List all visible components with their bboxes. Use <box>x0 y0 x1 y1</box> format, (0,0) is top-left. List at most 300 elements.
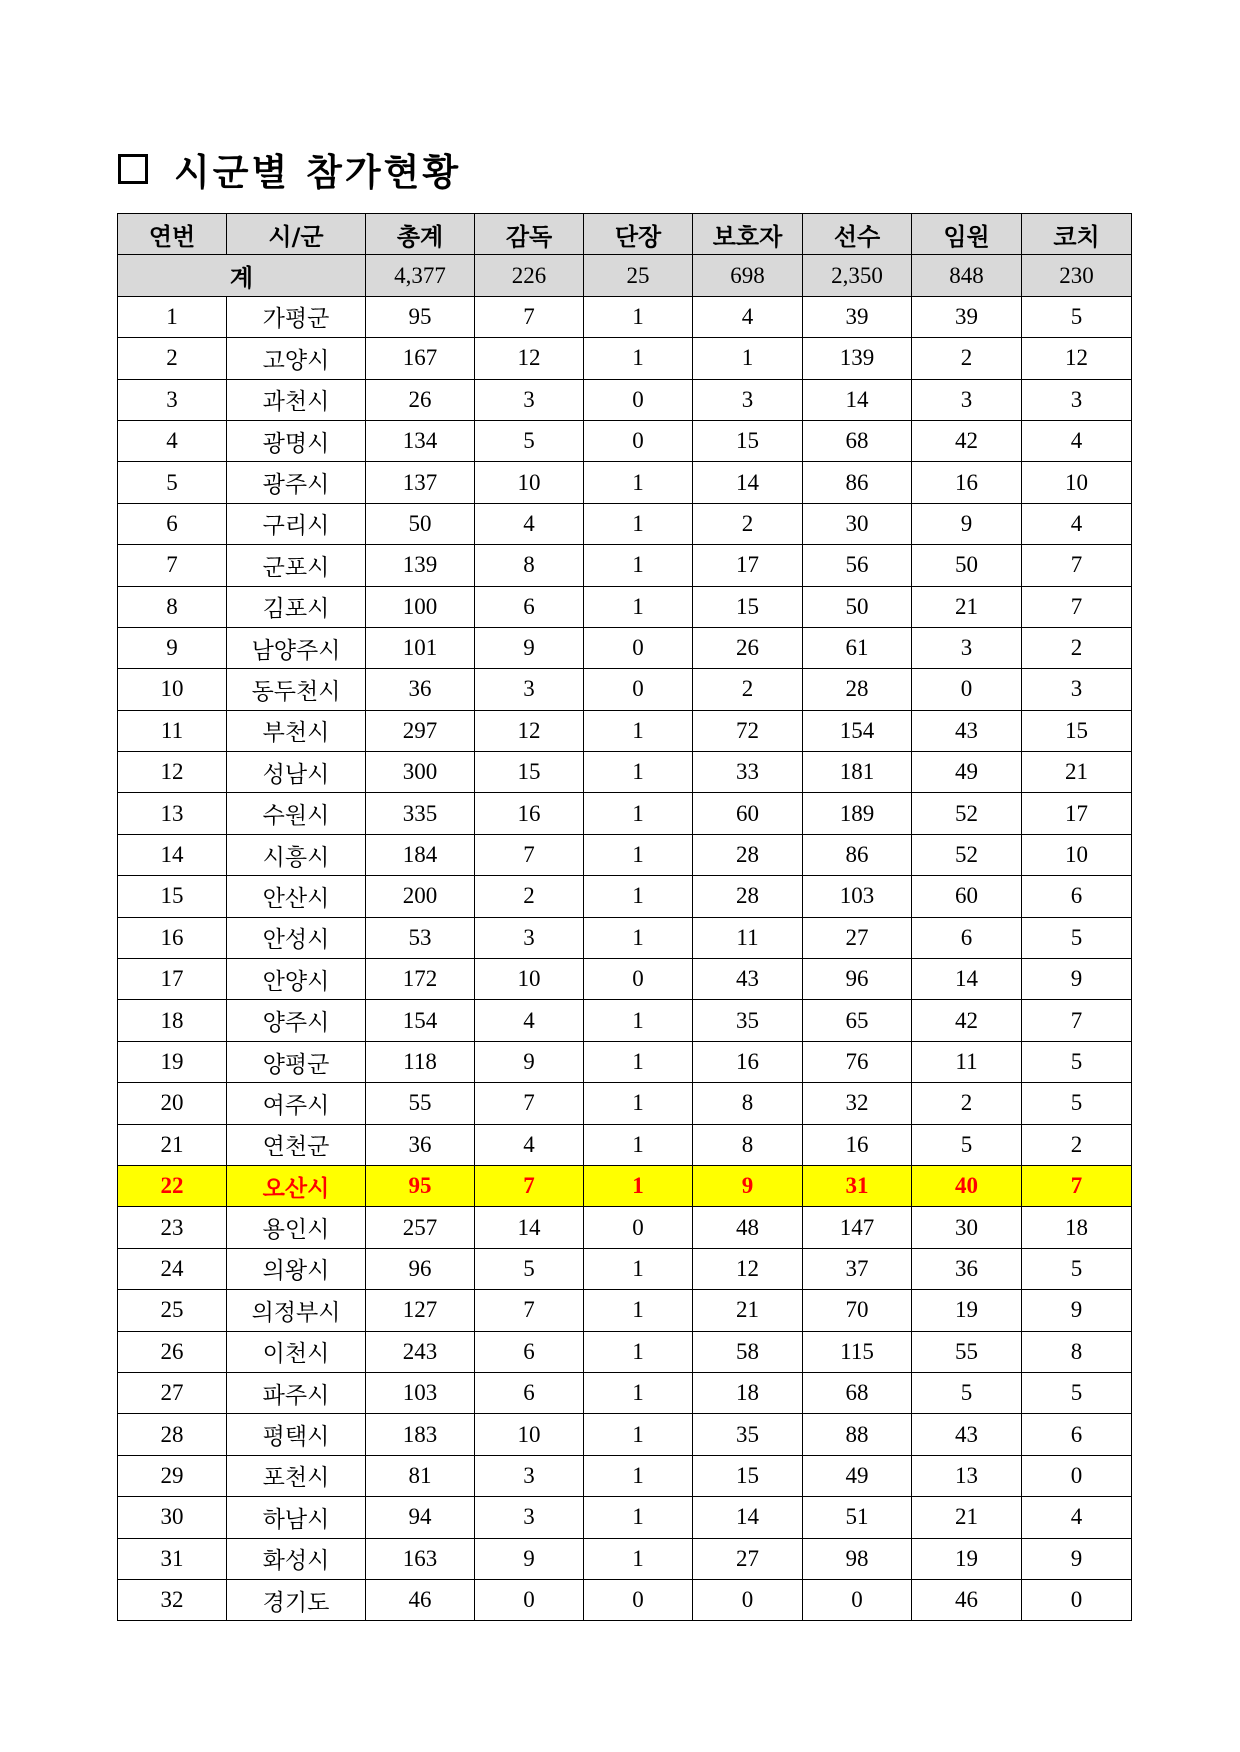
value-cell: 3 <box>475 917 584 958</box>
city-cell: 남양주시 <box>227 627 366 668</box>
value-cell: 86 <box>803 462 912 503</box>
row-number-cell: 3 <box>118 379 227 420</box>
table-row <box>118 1455 1132 1496</box>
value-cell: 68 <box>803 1372 912 1413</box>
city-cell: 가평군 <box>227 296 366 337</box>
value-cell: 3 <box>1022 379 1132 420</box>
value-cell: 32 <box>803 1083 912 1124</box>
value-cell: 12 <box>475 338 584 379</box>
value-cell: 43 <box>693 959 803 1000</box>
table-row <box>118 752 1132 793</box>
value-cell: 2 <box>912 1083 1022 1124</box>
value-cell: 19 <box>912 1538 1022 1579</box>
header-cell: 시/군 <box>227 214 366 255</box>
value-cell: 76 <box>803 1041 912 1082</box>
value-cell: 5 <box>1022 1372 1132 1413</box>
value-cell: 14 <box>693 462 803 503</box>
city-cell: 파주시 <box>227 1372 366 1413</box>
value-cell: 6 <box>1022 876 1132 917</box>
value-cell: 9 <box>1022 1538 1132 1579</box>
value-cell: 257 <box>366 1207 475 1248</box>
value-cell: 36 <box>366 669 475 710</box>
value-cell: 9 <box>475 627 584 668</box>
table-row <box>118 296 1132 337</box>
row-number-cell: 29 <box>118 1455 227 1496</box>
value-cell: 0 <box>803 1579 912 1620</box>
city-cell: 안산시 <box>227 876 366 917</box>
value-cell: 1 <box>584 1083 693 1124</box>
value-cell: 0 <box>584 1207 693 1248</box>
city-cell: 군포시 <box>227 545 366 586</box>
value-cell: 27 <box>693 1538 803 1579</box>
table-row <box>118 1083 1132 1124</box>
value-cell: 1 <box>584 1041 693 1082</box>
value-cell: 33 <box>693 752 803 793</box>
value-cell: 96 <box>366 1248 475 1289</box>
total-cell: 848 <box>912 255 1022 296</box>
city-cell: 안성시 <box>227 917 366 958</box>
city-cell: 성남시 <box>227 752 366 793</box>
city-cell: 화성시 <box>227 1538 366 1579</box>
value-cell: 181 <box>803 752 912 793</box>
value-cell: 1 <box>584 793 693 834</box>
city-cell: 광주시 <box>227 462 366 503</box>
row-number-cell: 25 <box>118 1290 227 1331</box>
value-cell: 18 <box>693 1372 803 1413</box>
city-cell: 의정부시 <box>227 1290 366 1331</box>
value-cell: 15 <box>1022 710 1132 751</box>
value-cell: 2 <box>693 669 803 710</box>
value-cell: 65 <box>803 1000 912 1041</box>
city-cell: 양주시 <box>227 1000 366 1041</box>
header-cell: 선수 <box>803 214 912 255</box>
value-cell: 28 <box>693 834 803 875</box>
value-cell: 9 <box>475 1041 584 1082</box>
table-row <box>118 379 1132 420</box>
value-cell: 55 <box>912 1331 1022 1372</box>
value-cell: 2 <box>475 876 584 917</box>
value-cell: 8 <box>1022 1331 1132 1372</box>
value-cell: 5 <box>1022 296 1132 337</box>
total-cell: 2,350 <box>803 255 912 296</box>
city-cell: 시흥시 <box>227 834 366 875</box>
table-row <box>118 503 1132 544</box>
table-row <box>118 1579 1132 1620</box>
value-cell: 17 <box>1022 793 1132 834</box>
value-cell: 10 <box>475 462 584 503</box>
value-cell: 3 <box>693 379 803 420</box>
table-row <box>118 1331 1132 1372</box>
value-cell: 15 <box>475 752 584 793</box>
value-cell: 1 <box>584 1331 693 1372</box>
table-row-highlighted <box>118 1165 1132 1206</box>
value-cell: 50 <box>366 503 475 544</box>
value-cell: 98 <box>803 1538 912 1579</box>
city-cell: 포천시 <box>227 1455 366 1496</box>
value-cell: 0 <box>912 669 1022 710</box>
value-cell: 16 <box>475 793 584 834</box>
value-cell: 14 <box>475 1207 584 1248</box>
row-number-cell: 26 <box>118 1331 227 1372</box>
value-cell: 81 <box>366 1455 475 1496</box>
row-number-cell: 17 <box>118 959 227 1000</box>
value-cell: 6 <box>475 1372 584 1413</box>
value-cell: 2 <box>693 503 803 544</box>
value-cell: 1 <box>584 710 693 751</box>
value-cell: 9 <box>475 1538 584 1579</box>
value-cell: 3 <box>475 379 584 420</box>
value-cell: 7 <box>475 1083 584 1124</box>
value-cell: 9 <box>1022 1290 1132 1331</box>
city-cell: 연천군 <box>227 1124 366 1165</box>
value-cell: 40 <box>912 1165 1022 1206</box>
value-cell: 139 <box>803 338 912 379</box>
value-cell: 21 <box>693 1290 803 1331</box>
value-cell: 12 <box>1022 338 1132 379</box>
value-cell: 13 <box>912 1455 1022 1496</box>
value-cell: 1 <box>584 462 693 503</box>
value-cell: 1 <box>584 1538 693 1579</box>
value-cell: 0 <box>1022 1455 1132 1496</box>
total-cell: 226 <box>475 255 584 296</box>
value-cell: 5 <box>1022 1083 1132 1124</box>
value-cell: 61 <box>803 627 912 668</box>
row-number-cell: 5 <box>118 462 227 503</box>
total-label: 계 <box>118 255 366 296</box>
row-number-cell: 22 <box>118 1165 227 1206</box>
value-cell: 8 <box>475 545 584 586</box>
value-cell: 55 <box>366 1083 475 1124</box>
value-cell: 5 <box>912 1124 1022 1165</box>
value-cell: 0 <box>584 1579 693 1620</box>
row-number-cell: 6 <box>118 503 227 544</box>
city-cell: 동두천시 <box>227 669 366 710</box>
value-cell: 167 <box>366 338 475 379</box>
city-cell: 경기도 <box>227 1579 366 1620</box>
value-cell: 4 <box>1022 420 1132 461</box>
value-cell: 58 <box>693 1331 803 1372</box>
city-cell: 이천시 <box>227 1331 366 1372</box>
value-cell: 46 <box>912 1579 1022 1620</box>
value-cell: 1 <box>584 296 693 337</box>
row-number-cell: 2 <box>118 338 227 379</box>
table-row <box>118 1000 1132 1041</box>
value-cell: 1 <box>584 1000 693 1041</box>
table-row <box>118 1372 1132 1413</box>
row-number-cell: 4 <box>118 420 227 461</box>
header-cell: 감독 <box>475 214 584 255</box>
value-cell: 184 <box>366 834 475 875</box>
value-cell: 189 <box>803 793 912 834</box>
value-cell: 9 <box>693 1165 803 1206</box>
row-number-cell: 21 <box>118 1124 227 1165</box>
value-cell: 0 <box>584 627 693 668</box>
value-cell: 7 <box>475 834 584 875</box>
value-cell: 48 <box>693 1207 803 1248</box>
value-cell: 1 <box>584 1165 693 1206</box>
value-cell: 1 <box>584 1455 693 1496</box>
value-cell: 100 <box>366 586 475 627</box>
value-cell: 14 <box>693 1497 803 1538</box>
value-cell: 16 <box>803 1124 912 1165</box>
value-cell: 9 <box>912 503 1022 544</box>
value-cell: 30 <box>912 1207 1022 1248</box>
value-cell: 35 <box>693 1000 803 1041</box>
value-cell: 3 <box>475 1497 584 1538</box>
value-cell: 183 <box>366 1414 475 1455</box>
value-cell: 21 <box>912 1497 1022 1538</box>
header-cell: 총계 <box>366 214 475 255</box>
participation-table <box>117 213 1132 1621</box>
value-cell: 335 <box>366 793 475 834</box>
value-cell: 19 <box>912 1290 1022 1331</box>
value-cell: 12 <box>475 710 584 751</box>
header-cell: 연번 <box>118 214 227 255</box>
table-row <box>118 1290 1132 1331</box>
value-cell: 1 <box>584 1248 693 1289</box>
table-row <box>118 1248 1132 1289</box>
table-row <box>118 462 1132 503</box>
row-number-cell: 18 <box>118 1000 227 1041</box>
value-cell: 0 <box>693 1579 803 1620</box>
value-cell: 1 <box>693 338 803 379</box>
city-cell: 부천시 <box>227 710 366 751</box>
value-cell: 4 <box>475 503 584 544</box>
value-cell: 0 <box>584 420 693 461</box>
value-cell: 1 <box>584 338 693 379</box>
value-cell: 16 <box>912 462 1022 503</box>
row-number-cell: 7 <box>118 545 227 586</box>
value-cell: 8 <box>693 1124 803 1165</box>
value-cell: 4 <box>1022 503 1132 544</box>
value-cell: 3 <box>475 1455 584 1496</box>
value-cell: 1 <box>584 503 693 544</box>
value-cell: 14 <box>912 959 1022 1000</box>
total-cell: 230 <box>1022 255 1132 296</box>
row-number-cell: 32 <box>118 1579 227 1620</box>
value-cell: 300 <box>366 752 475 793</box>
value-cell: 6 <box>1022 1414 1132 1455</box>
value-cell: 49 <box>912 752 1022 793</box>
value-cell: 12 <box>693 1248 803 1289</box>
value-cell: 5 <box>1022 1248 1132 1289</box>
table-row <box>118 1124 1132 1165</box>
table-row <box>118 1538 1132 1579</box>
value-cell: 15 <box>693 586 803 627</box>
city-cell: 김포시 <box>227 586 366 627</box>
value-cell: 115 <box>803 1331 912 1372</box>
value-cell: 2 <box>912 338 1022 379</box>
value-cell: 4 <box>475 1124 584 1165</box>
value-cell: 1 <box>584 834 693 875</box>
value-cell: 243 <box>366 1331 475 1372</box>
value-cell: 39 <box>912 296 1022 337</box>
value-cell: 16 <box>693 1041 803 1082</box>
city-cell: 양평군 <box>227 1041 366 1082</box>
total-cell: 698 <box>693 255 803 296</box>
value-cell: 26 <box>693 627 803 668</box>
total-cell: 25 <box>584 255 693 296</box>
row-number-cell: 12 <box>118 752 227 793</box>
value-cell: 21 <box>1022 752 1132 793</box>
value-cell: 60 <box>693 793 803 834</box>
city-cell: 오산시 <box>227 1165 366 1206</box>
table-row <box>118 1414 1132 1455</box>
value-cell: 46 <box>366 1579 475 1620</box>
value-cell: 14 <box>803 379 912 420</box>
value-cell: 9 <box>1022 959 1132 1000</box>
header-cell: 임원 <box>912 214 1022 255</box>
city-cell: 고양시 <box>227 338 366 379</box>
value-cell: 36 <box>366 1124 475 1165</box>
header-cell: 보호자 <box>693 214 803 255</box>
row-number-cell: 30 <box>118 1497 227 1538</box>
row-number-cell: 13 <box>118 793 227 834</box>
value-cell: 0 <box>1022 1579 1132 1620</box>
table-row <box>118 876 1132 917</box>
city-cell: 평택시 <box>227 1414 366 1455</box>
row-number-cell: 8 <box>118 586 227 627</box>
value-cell: 72 <box>693 710 803 751</box>
value-cell: 68 <box>803 420 912 461</box>
value-cell: 7 <box>475 296 584 337</box>
row-number-cell: 19 <box>118 1041 227 1082</box>
value-cell: 52 <box>912 793 1022 834</box>
value-cell: 5 <box>1022 917 1132 958</box>
value-cell: 4 <box>693 296 803 337</box>
value-cell: 3 <box>475 669 584 710</box>
value-cell: 53 <box>366 917 475 958</box>
row-number-cell: 15 <box>118 876 227 917</box>
value-cell: 297 <box>366 710 475 751</box>
table-row <box>118 420 1132 461</box>
value-cell: 96 <box>803 959 912 1000</box>
city-cell: 용인시 <box>227 1207 366 1248</box>
row-number-cell: 23 <box>118 1207 227 1248</box>
value-cell: 35 <box>693 1414 803 1455</box>
city-cell: 과천시 <box>227 379 366 420</box>
total-row <box>118 255 1132 296</box>
value-cell: 95 <box>366 1165 475 1206</box>
value-cell: 17 <box>693 545 803 586</box>
value-cell: 0 <box>584 669 693 710</box>
value-cell: 37 <box>803 1248 912 1289</box>
value-cell: 200 <box>366 876 475 917</box>
value-cell: 56 <box>803 545 912 586</box>
value-cell: 3 <box>1022 669 1132 710</box>
table-row <box>118 834 1132 875</box>
value-cell: 7 <box>475 1290 584 1331</box>
value-cell: 1 <box>584 917 693 958</box>
value-cell: 28 <box>803 669 912 710</box>
value-cell: 3 <box>912 627 1022 668</box>
value-cell: 103 <box>803 876 912 917</box>
value-cell: 1 <box>584 1497 693 1538</box>
value-cell: 26 <box>366 379 475 420</box>
value-cell: 103 <box>366 1372 475 1413</box>
header-row <box>118 214 1132 255</box>
value-cell: 15 <box>693 1455 803 1496</box>
row-number-cell: 10 <box>118 669 227 710</box>
value-cell: 94 <box>366 1497 475 1538</box>
row-number-cell: 24 <box>118 1248 227 1289</box>
value-cell: 1 <box>584 752 693 793</box>
value-cell: 1 <box>584 586 693 627</box>
table-row <box>118 1497 1132 1538</box>
value-cell: 42 <box>912 420 1022 461</box>
value-cell: 31 <box>803 1165 912 1206</box>
city-cell: 구리시 <box>227 503 366 544</box>
value-cell: 0 <box>584 379 693 420</box>
table-row <box>118 545 1132 586</box>
value-cell: 7 <box>1022 1165 1132 1206</box>
value-cell: 39 <box>803 296 912 337</box>
value-cell: 163 <box>366 1538 475 1579</box>
value-cell: 51 <box>803 1497 912 1538</box>
row-number-cell: 1 <box>118 296 227 337</box>
value-cell: 5 <box>912 1372 1022 1413</box>
total-cell: 4,377 <box>366 255 475 296</box>
value-cell: 5 <box>475 420 584 461</box>
row-number-cell: 28 <box>118 1414 227 1455</box>
value-cell: 7 <box>1022 545 1132 586</box>
table-row <box>118 669 1132 710</box>
header-cell: 코치 <box>1022 214 1132 255</box>
city-cell: 의왕시 <box>227 1248 366 1289</box>
table-row <box>118 1041 1132 1082</box>
value-cell: 42 <box>912 1000 1022 1041</box>
value-cell: 60 <box>912 876 1022 917</box>
value-cell: 6 <box>475 586 584 627</box>
value-cell: 1 <box>584 545 693 586</box>
value-cell: 27 <box>803 917 912 958</box>
value-cell: 2 <box>1022 1124 1132 1165</box>
city-cell: 광명시 <box>227 420 366 461</box>
value-cell: 127 <box>366 1290 475 1331</box>
city-cell: 안양시 <box>227 959 366 1000</box>
city-cell: 하남시 <box>227 1497 366 1538</box>
header-cell: 단장 <box>584 214 693 255</box>
value-cell: 8 <box>693 1083 803 1124</box>
value-cell: 7 <box>1022 1000 1132 1041</box>
value-cell: 3 <box>912 379 1022 420</box>
value-cell: 1 <box>584 1372 693 1413</box>
value-cell: 1 <box>584 876 693 917</box>
value-cell: 70 <box>803 1290 912 1331</box>
value-cell: 7 <box>475 1165 584 1206</box>
table-row <box>118 586 1132 627</box>
value-cell: 0 <box>475 1579 584 1620</box>
value-cell: 36 <box>912 1248 1022 1289</box>
value-cell: 7 <box>1022 586 1132 627</box>
value-cell: 49 <box>803 1455 912 1496</box>
value-cell: 154 <box>803 710 912 751</box>
value-cell: 172 <box>366 959 475 1000</box>
value-cell: 6 <box>912 917 1022 958</box>
value-cell: 21 <box>912 586 1022 627</box>
value-cell: 10 <box>1022 462 1132 503</box>
section-title <box>118 145 461 193</box>
row-number-cell: 9 <box>118 627 227 668</box>
value-cell: 10 <box>475 1414 584 1455</box>
value-cell: 50 <box>912 545 1022 586</box>
row-number-cell: 31 <box>118 1538 227 1579</box>
value-cell: 43 <box>912 710 1022 751</box>
value-cell: 147 <box>803 1207 912 1248</box>
value-cell: 10 <box>1022 834 1132 875</box>
table-row <box>118 710 1132 751</box>
row-number-cell: 27 <box>118 1372 227 1413</box>
